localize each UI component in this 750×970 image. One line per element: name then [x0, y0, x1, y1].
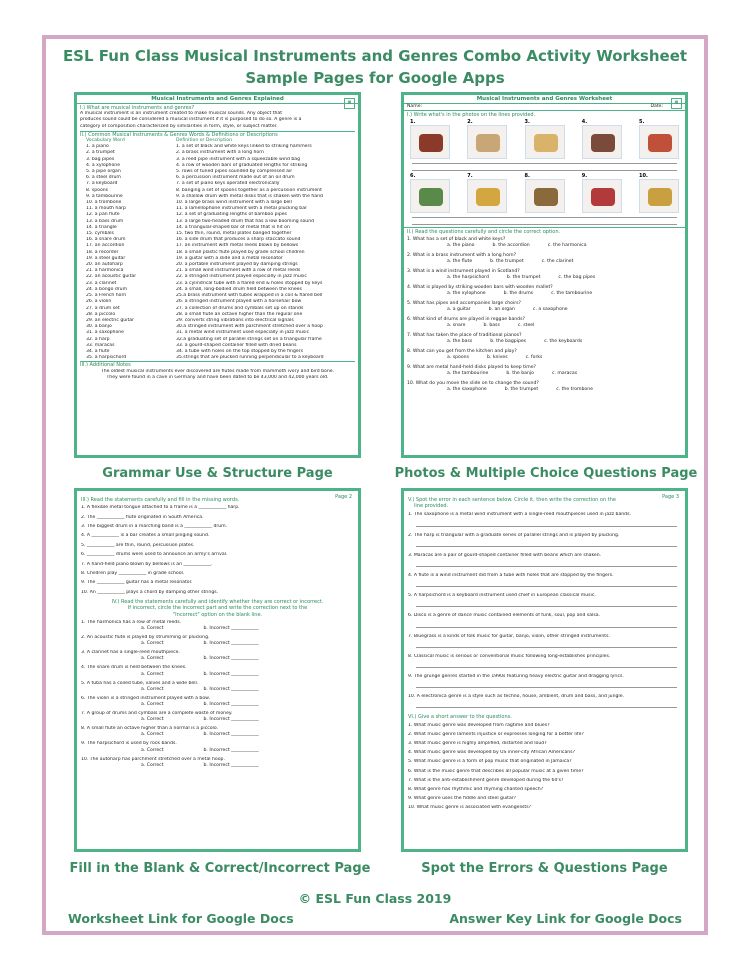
mc-option: b. an organ [488, 306, 515, 312]
photo-item [525, 119, 565, 159]
intro-line: A musical instrument is an instrument created to make musical sounds. Any object that [80, 111, 283, 117]
vocab-word: 5. a pipe organ [86, 169, 121, 175]
page3-sec4c: "Incorrect" option on the blank line. [172, 611, 263, 618]
short-question: 5. What music genre is a form of pop music that originated in Jamaica? [408, 759, 572, 765]
mc-option: c. the tambourine [551, 290, 593, 296]
vocab-word: 16. a snare drum [86, 237, 126, 243]
answer-line [416, 623, 677, 628]
mc-option: a. spoons [447, 354, 469, 360]
vocab-header: Vocabulary Word [86, 138, 125, 144]
error-sentence: 5. A harpsichord is a keyboard instrument used chief in European classical music. [408, 593, 596, 599]
caption-spot: Spot the Errors & Questions Page [421, 861, 668, 876]
mc-question: 3. What is a wind instrument played in Scotland? [407, 268, 520, 274]
correct-option: a. Correct [141, 641, 164, 647]
short-question: 4. What music genre was developed by US inner-city African Americans? [408, 750, 576, 756]
page2-title: Musical Instruments and Genres Worksheet [404, 95, 685, 104]
mc-question: 7. What has taken the place of traditional pianos? [407, 332, 522, 338]
correct-option: a. Correct [141, 686, 164, 692]
mc-option: c. steel [517, 322, 535, 328]
answer-line [416, 582, 677, 587]
answer-key-link[interactable]: Answer Key Link for Google Docs [449, 911, 682, 926]
table-row [80, 355, 355, 361]
page4-sec6: VI.) Give a short answer to the questions. [408, 714, 512, 721]
photo-item [582, 119, 622, 159]
fill-item: 2. The ____________ flute originated in South America. [81, 514, 204, 520]
caption-fill: Fill in the Blank & Correct/Incorrect Page [69, 861, 371, 876]
photo-number: 8. [524, 173, 530, 180]
statement: 8. A small flute an octave higher than a normal is a piccolo. [81, 726, 219, 732]
instrument-photo-icon [410, 125, 450, 159]
incorrect-option: b. Incorrect ____________ [203, 717, 259, 723]
incorrect-option: b. Incorrect ____________ [203, 656, 259, 662]
photo-number: 6. [410, 173, 416, 180]
correct-option: a. Correct [141, 625, 164, 631]
error-sentence: 9. The grunge genres started in the 1990s featuring heavy electric guitar and dragging lyrics. [408, 674, 624, 680]
incorrect-option: b. Incorrect ____________ [203, 625, 259, 631]
worksheet-link[interactable]: Worksheet Link for Google Docs [68, 911, 294, 926]
page3-sec4b: If incorrect, circle the incorrect part and write the correction next to the [127, 605, 308, 612]
header-title: ESL Fun Class Musical Instruments and Genres Combo Activity Worksheet [62, 47, 688, 65]
mc-option: a. the tambourine [447, 370, 489, 376]
statement: 7. A group of drums and cymbals are a complete waste of money. [81, 710, 233, 716]
mc-option: a. the flute [447, 258, 473, 264]
definition: 25.a brass instrument with tubes wrapped in a coil & flared bell [176, 293, 323, 299]
vocab-word: 32. a harp [86, 336, 110, 342]
mc-question: 4. What is played by striking wooden bars with wooden mallet? [407, 284, 553, 290]
photo-number: 4. [581, 119, 588, 126]
mc-question: 10. What do you move the slide on to change the sound? [407, 380, 539, 386]
photos-row-2 [404, 173, 685, 213]
page3-sec4a: IV.) Read the statements carefully and identify whether they are correct or incorrect. [111, 599, 324, 606]
vocab-word: 7. a keyboard [86, 181, 118, 187]
correct-option: a. Correct [141, 671, 164, 677]
statement: 1. The harmonica has a row of metal reeds. [81, 619, 182, 625]
vocab-word: 35. a harpsichord [86, 355, 127, 361]
vocab-word: 9. a tambourine [86, 193, 123, 199]
short-answer-list [408, 723, 681, 812]
vocab-word: 12. a pan flute [86, 212, 120, 218]
definition: 2. a brass instrument with a long horn [176, 150, 264, 156]
definition: 22. a stringed instrument played especially in jazz music [176, 274, 307, 280]
definition: 14. a triangular-shaped bar of metal that is hit on [176, 224, 290, 230]
definition: 35.strings that are plucked running perpendicular to a keyboard [176, 355, 324, 361]
vocab-word: 29. an electric guitar [86, 317, 134, 323]
mc-option: b. knives [486, 354, 508, 360]
error-sentence: 8. Classical music is serious or conventional music following long-establishes principles. [408, 653, 611, 659]
fill-item: 10. An ____________ plays a chord by damping other strings. [81, 589, 219, 595]
mc-question: 1. What has a set of black and white keys? [407, 236, 506, 242]
definition: 1. a set of black and white keys linked to striking hammers [176, 144, 312, 150]
answer-line [416, 643, 677, 648]
vocab-word: 27. a drum set [86, 305, 120, 311]
fill-item: 8. Children play ____________ in grade school. [81, 570, 185, 576]
error-sentence: 4. A flute is a wind instrument did from a tube with holes that are stopped by the fingers. [408, 573, 614, 579]
error-sentence: 7. Bluegrass is a kinds of folk music for guitar, banjo, violin, other stringed instruments. [408, 633, 610, 639]
page4-sec5b: line provided. [414, 503, 449, 510]
statement: 10. The autoharp has parchment stretched over a metal hoop. [81, 756, 225, 762]
vocab-word: 31. a saxophone [86, 330, 125, 336]
definition: 34. a tube with holes on the top stopped by the fingers [176, 348, 303, 354]
photo-number: 10. [639, 173, 648, 180]
answer-line [416, 663, 677, 668]
vocab-word: 13. a bass drum [86, 218, 124, 224]
intro-line: produces sound could be considered a musical instrument if it is purposed to do so. A genre is a [80, 117, 302, 123]
vocab-word: 30. a banjo [86, 324, 112, 330]
mc-option: a. the piano [447, 242, 475, 248]
definition: 30.a stringed instrument with parchment stretched over a hoop [176, 324, 323, 330]
incorrect-option: b. Incorrect ____________ [203, 671, 259, 677]
mc-question: 6. What kind of drums are played in reggae bands? [407, 316, 525, 322]
statement: 9. The harpsichord is used by rock bands. [81, 741, 177, 747]
definition: 33. a gourd-shaped container filled with dried beans [176, 342, 297, 348]
short-question: 2. What music genre laments injustice or expresses longing for a better life? [408, 731, 584, 737]
correct-incorrect-list [81, 620, 354, 772]
google-apps-icon: ▦ [671, 98, 682, 109]
photos-row-1 [404, 119, 685, 159]
definition: 24. a small, long-bodied drum held between the knees [176, 286, 302, 292]
instrument-photo-icon [582, 179, 622, 213]
definition: 21. a small wind instrument with a row of metal reeds [176, 268, 301, 274]
vocab-word: 8. spoons [86, 187, 109, 193]
photo-number: 1. [410, 119, 416, 126]
spot-errors-page-preview[interactable] [401, 488, 688, 852]
error-sentence: 1. The saxophone is a metal wind instrument with a single-reed mouthpieces used in jazz bands. [408, 512, 631, 518]
vocab-word: 4. a xylophone [86, 162, 121, 168]
note-line: They were found in a cave in Germany and have been dated to be 43,000 and 42,000 years old. [106, 374, 329, 380]
definition: 7. a set of piano keys operated electronically [176, 181, 280, 187]
error-sentence: 10. A electronica genre is a style such as techno, house, ambient, drum and bass, and jungle. [408, 694, 624, 700]
instrument-photo-icon [410, 179, 450, 213]
mc-option: c. the harmonica [547, 242, 587, 248]
fill-item: 3. The biggest drum in a marching band is a ____________ drum. [81, 523, 228, 529]
short-question: 7. What is the anti-establishment genre developed during the 60's? [408, 777, 564, 783]
instrument-photo-icon [467, 179, 507, 213]
short-question: 3. What music genre is highly amplified, distorted and loud? [408, 741, 547, 747]
photo-item [467, 119, 507, 159]
definition: 27. a collection of drums and cymbals set up on stands [176, 305, 304, 311]
vocab-word: 21. a harmonica [86, 268, 124, 274]
google-apps-icon: ▦ [344, 98, 355, 109]
fill-blank-page-preview[interactable] [74, 488, 361, 852]
photo-number: 5. [639, 119, 645, 126]
mc-option: b. the bagpipes [490, 338, 527, 344]
page2-sec1: I.) Write what's in the photos on the lines provided. [407, 112, 536, 119]
vocab-word: 33. maracas [86, 342, 115, 348]
vocab-word: 11. a mouth harp [86, 206, 126, 212]
answer-line [416, 683, 677, 688]
vocab-word: 2. a trumpet [86, 150, 115, 156]
page2-sec2: II.) Read the questions carefully and circle the correct option. [404, 227, 685, 236]
vocab-word: 23. a clarinet [86, 280, 117, 286]
mc-option: c. the clarinet [541, 258, 574, 264]
short-question: 10. What music genre is associated with evangelists? [408, 805, 532, 811]
incorrect-option: b. Incorrect ____________ [203, 747, 259, 753]
photos-page-preview[interactable] [401, 92, 688, 458]
fill-item: 9. The ____________ guitar has a metal resonator. [81, 580, 193, 586]
mc-question: 9. What are metal hand-held disks played to keep time? [407, 364, 536, 370]
fill-item: 7. A hand-held piano blown by bellows is an ____________. [81, 561, 213, 567]
page4-sec5a: V.) Spot the error in each sentence below. Circle it, then write the correction on the [408, 497, 616, 503]
page1-intro [80, 111, 355, 130]
photo-item [582, 173, 622, 213]
correct-option: a. Correct [141, 701, 164, 707]
fill-item: 6. ____________ drums were used to announce an army's arrival. [81, 552, 228, 558]
correct-option: a. Correct [141, 747, 164, 753]
photo-number: 7. [467, 173, 473, 180]
error-sentence: 2. The harp is triangular with a graduate series of parallel strings and is played by plucking. [408, 532, 620, 538]
mc-option: c. the keyboards [544, 338, 583, 344]
vocab-word: 25. a French horn [86, 293, 127, 299]
statement: 4. The snare drum is held between the knees. [81, 665, 187, 671]
vocab-word: 19. a steel guitar [86, 255, 126, 261]
page1-q1: I.) What are musical instruments and genres? [80, 105, 195, 111]
mc-questions [404, 237, 685, 397]
definition: 11. a lamellophone instrument with a metal plucking bar [176, 206, 307, 212]
mc-option: c. a saxophone [532, 306, 568, 312]
mc-option: b. the trumpet [504, 386, 539, 392]
incorrect-option: b. Incorrect ____________ [203, 641, 259, 647]
vocab-word: 14. a triangle [86, 224, 117, 230]
statement: 5. A tuba has a coiled tube, valves and a wide bell. [81, 680, 199, 686]
definition: 20. a portable instrument played by damping strings [176, 262, 298, 268]
error-sentence: 6. Disco is a genre of dance music contained elements of funk, soul, pop and salsa. [408, 613, 600, 619]
incorrect-option: b. Incorrect ____________ [203, 762, 259, 768]
page1-notes [80, 369, 355, 381]
vocab-word: 28. a piccolo [86, 311, 116, 317]
mc-option: a. the bass [447, 338, 473, 344]
definition: 18. a small plastic flute played by grade school children [176, 249, 305, 255]
definition: 31. a metal wind instrument used especially in jazz music [176, 330, 310, 336]
mc-option: b. the accordion [492, 242, 530, 248]
mc-option: a. a guitar [447, 306, 471, 312]
correct-option: a. Correct [141, 656, 164, 662]
short-question: 8. What genre has rhythmic and rhyming chanted speech? [408, 787, 544, 793]
fill-blank-list [81, 505, 354, 596]
answer-line [416, 703, 677, 708]
mc-option: c. the trombone [556, 386, 593, 392]
grammar-page-preview[interactable] [74, 92, 361, 458]
vocab-word: 24. a bongo drum [86, 286, 128, 292]
answer-line [416, 542, 677, 547]
incorrect-option: b. Incorrect ____________ [203, 732, 259, 738]
photo-number: 9. [581, 173, 588, 180]
vocab-word: 10. a trombone [86, 200, 122, 206]
answer-line [416, 522, 677, 527]
worksheet-frame [42, 35, 708, 935]
mc-option: b. the banjo [506, 370, 534, 376]
definition: 16. a side drum that produces a sharp staccato sound [176, 237, 301, 243]
definition-header: Definition or Description [176, 138, 233, 144]
page1-sec2: II.) Common Musical Instruments & Genres Words & Definitions or Descriptions [80, 131, 355, 138]
mc-option: b. the trumpet [506, 274, 541, 280]
definition: 13. a large two-headed drum that has a low booming sound [176, 218, 315, 224]
vocab-word: 20. an autoharp [86, 262, 123, 268]
date-label: Date: [650, 104, 663, 109]
mc-option: b. the trumpet [490, 258, 524, 264]
page-label: Page 2 [335, 494, 352, 500]
vocab-table [80, 144, 355, 361]
spot-errors-list [408, 512, 681, 708]
vocab-word: 17. an accordion [86, 243, 125, 249]
mc-option: a. the saxophone [447, 386, 487, 392]
incorrect-option: b. Incorrect ____________ [203, 686, 259, 692]
definition: 15. two thin, round, metal plates banged together [176, 231, 292, 237]
page1-sec3: III.) Additional Notes [80, 361, 355, 368]
photo-item [410, 119, 450, 159]
short-question: 9. What genre uses the fiddle and steel guitar? [408, 796, 517, 802]
fill-item: 4. A ____________ is a bar creates a small pinging sound. [81, 533, 210, 539]
mc-question: 2. What is a brass instrument with a long horn? [407, 252, 517, 258]
photo-number: 2. [467, 119, 473, 126]
mc-option: b. the drums [503, 290, 534, 296]
short-question: 1. What music genre was developed from ragtime and blues? [408, 722, 550, 728]
copyright: © ESL Fun Class 2019 [298, 891, 452, 906]
vocab-word: 34. a flute [86, 348, 110, 354]
correct-option: a. Correct [141, 717, 164, 723]
mc-question: 5. What has pipes and accompanies large choirs? [407, 300, 521, 306]
definition: 29. converts string vibrations into electrical signals [176, 317, 294, 323]
photo-item [639, 173, 679, 213]
error-sentence: 3. Maracas are a pair of gourd-shaped container filled with beans which are shaken. [408, 552, 602, 558]
instrument-photo-icon [582, 125, 622, 159]
vocab-word: 18. a recorder [86, 249, 119, 255]
definition: 10. a large brass wind instrument with a large bell [176, 200, 292, 206]
photo-item [525, 173, 565, 213]
photo-item [639, 119, 679, 159]
photo-number: 3. [524, 119, 530, 126]
vocab-word: 15. cymbals [86, 231, 114, 237]
fill-item: 1. A flexible metal tongue attached to a frame is a ____________ harp. [81, 505, 240, 511]
definition: 23. a cylindrical tube with a flared end & holes stopped by keys [176, 280, 323, 286]
note-line: The oldest musical instruments ever discovered are flutes made from mammoth ivory and bird bone. [100, 368, 335, 374]
mc-option: a. snare [447, 322, 466, 328]
mc-question: 8. What can you get from the kitchen and play? [407, 348, 517, 354]
definition: 28. a small flute an octave higher than the regular one [176, 311, 303, 317]
mc-option: b. bass [483, 322, 500, 328]
intro-line: category of composition characterized by similarities in form, style, or subject matter. [80, 123, 278, 129]
instrument-photo-icon [525, 179, 565, 213]
instrument-photo-icon [639, 125, 679, 159]
vocab-word: 22. an acoustic guitar [86, 274, 137, 280]
mc-option: c. the bag pipes [558, 274, 596, 280]
mc-option: c. maracas [551, 370, 578, 376]
definition: 6. a percussion instrument made out of an oil drum [176, 175, 295, 181]
definition: 26. a stringed instrument played with a horsehair bow [176, 299, 302, 305]
photo-item [467, 173, 507, 213]
correct-option: a. Correct [141, 732, 164, 738]
definition: 3. a reed pipe instrument with a squeezable wind bag [176, 156, 301, 162]
definition: 32.a graduating set of parallel strings set on a triangular frame [176, 336, 322, 342]
photo-item [410, 173, 450, 213]
caption-grammar: Grammar Use & Structure Page [102, 466, 333, 481]
page3-sec3: III.) Read the statements carefully and fill in the missing words. [81, 497, 240, 503]
vocab-word: 3. bag pipes [86, 156, 115, 162]
header-subtitle: Sample Pages for Google Apps [245, 69, 505, 87]
short-question: 6. What is the music genre that describes all popular music at a given time? [408, 768, 584, 774]
definition: 8. banging a set of spoons together as a percussion instrument [176, 187, 322, 193]
vocab-word: 6. a steel drum [86, 175, 121, 181]
correct-option: a. Correct [141, 762, 164, 768]
instrument-photo-icon [525, 125, 565, 159]
caption-photos: Photos & Multiple Choice Questions Page [394, 466, 698, 481]
incorrect-option: b. Incorrect ____________ [203, 701, 259, 707]
mc-option: c. forks [525, 354, 543, 360]
definition: 17. an instrument with metal reeds blown by bellows [176, 243, 299, 249]
fill-item: 5. ____________ are thin, round, percussion plates. [81, 542, 195, 548]
page1-title: Musical Instruments and Genres Explained [77, 95, 358, 104]
mc-option: a. the harpsichord [447, 274, 489, 280]
statement: 2. An acoustic flute is played by strumming or plucking. [81, 634, 210, 640]
definition: 9. a shallow drum with metal disks that is shaken with the hand [176, 193, 323, 199]
instrument-photo-icon [639, 179, 679, 213]
definition: 19. a guitar with a slide and a metal resonator [176, 255, 283, 261]
answer-line [416, 602, 677, 607]
vocab-word: 26. a violin [86, 299, 112, 305]
vocab-word: 1. a piano [86, 144, 109, 150]
instrument-photo-icon [467, 125, 507, 159]
statement: 6. The violin is a stringed instrument played with a bow. [81, 695, 210, 701]
statement: 3. A clarinet has a single-reed mouthpiece. [81, 650, 180, 656]
answer-line [416, 562, 677, 567]
name-label: Name: [407, 104, 423, 109]
mc-option: a. the xylophone [447, 290, 486, 296]
page-label: Page 3 [662, 494, 679, 500]
definition: 12. a set of graduating lengths of bamboo pipes [176, 212, 287, 218]
definition: 5. rows of tuned pipes sounded by compressed air [176, 169, 293, 175]
definition: 4. a row of wooden bars of graduated lengths for striking [176, 162, 308, 168]
